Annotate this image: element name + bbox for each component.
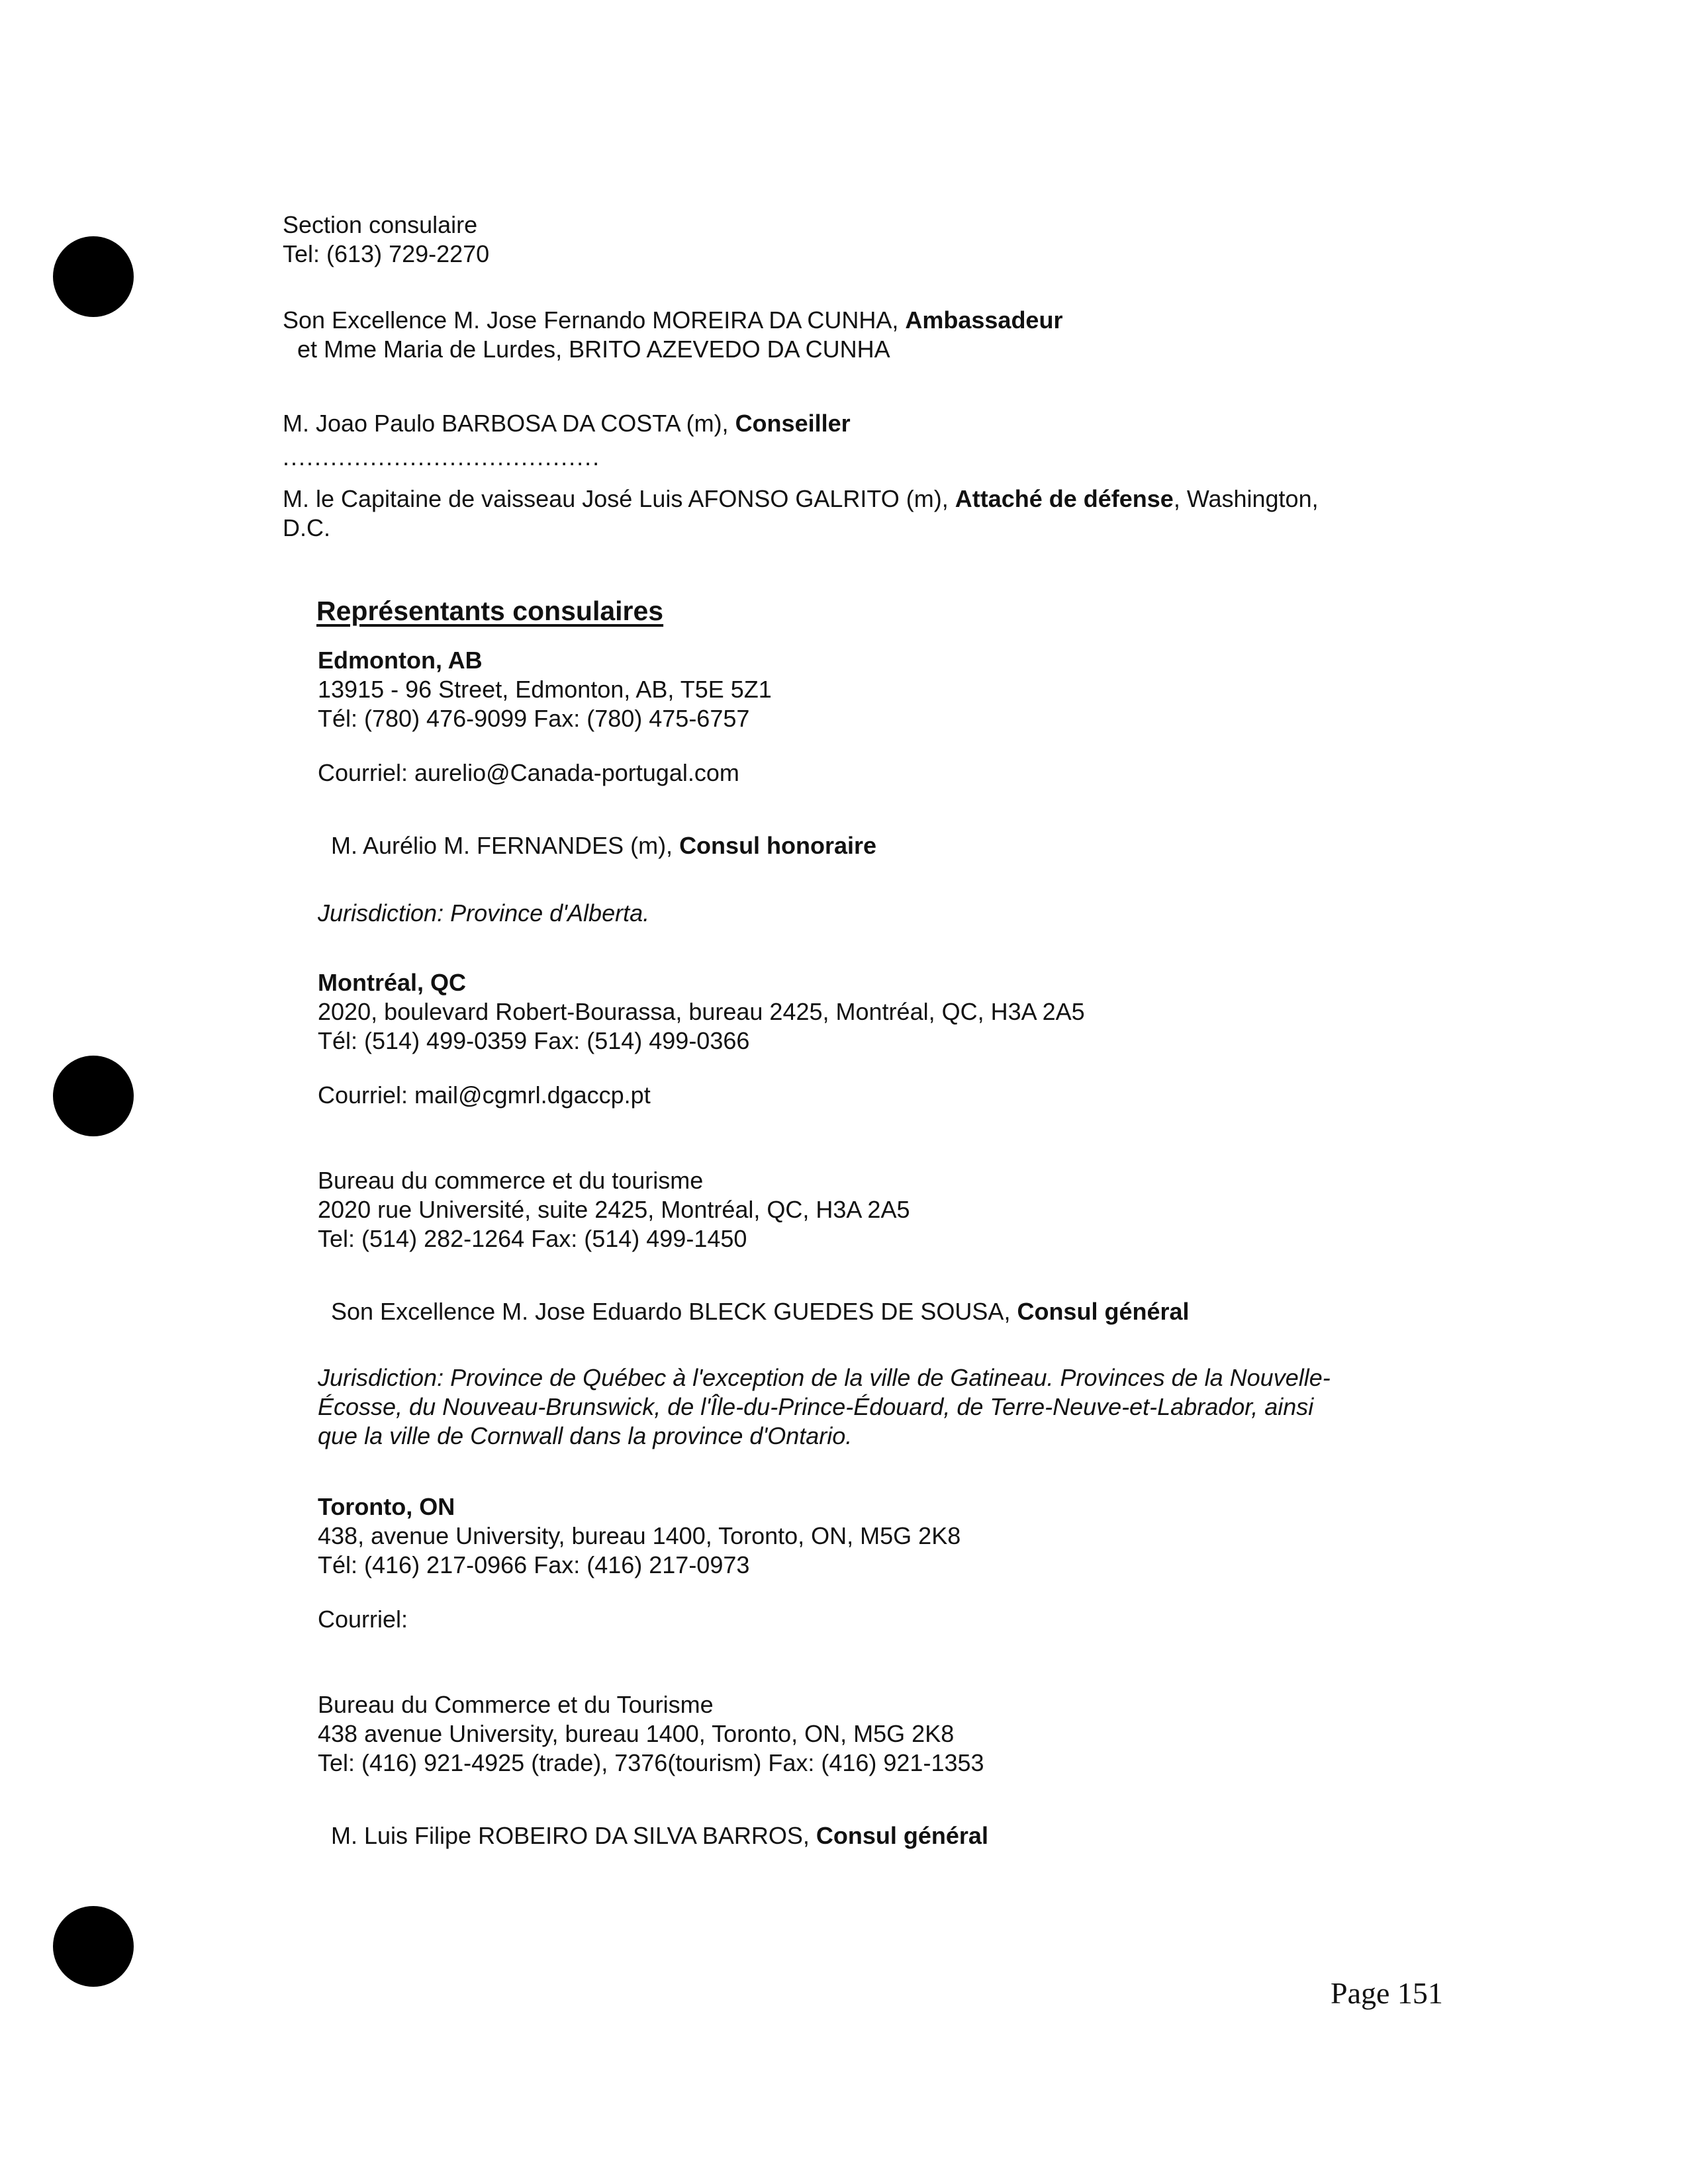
- ambassador-line-1: [283, 306, 1062, 335]
- montreal-bureau-title: Bureau du commerce et du tourisme: [318, 1167, 704, 1194]
- edmonton-person-name: M. Aurélio M. FERNANDES (m),: [331, 832, 680, 859]
- toronto-phone: Tél: (416) 217-0966 Fax: (416) 217-0973: [318, 1551, 750, 1578]
- montreal-entry: [318, 968, 1085, 1056]
- toronto-person: [331, 1821, 988, 1850]
- attache-line-1: [283, 484, 1319, 514]
- section-tel: Tel: (613) 729-2270: [283, 240, 490, 267]
- toronto-person-name: M. Luis Filipe ROBEIRO DA SILVA BARROS,: [331, 1822, 816, 1849]
- montreal-jurisdiction-line-1: Jurisdiction: Province de Québec à l'exception de la ville de Gatineau. Provinces de la Nouvelle-: [318, 1364, 1331, 1391]
- section-title: Section consulaire: [283, 211, 478, 238]
- toronto-city: Toronto, ON: [318, 1493, 455, 1520]
- punch-hole-top: [53, 236, 134, 317]
- conseiller-line: [283, 409, 851, 438]
- montreal-person-name: Son Excellence M. Jose Eduardo BLECK GUEDES DE SOUSA,: [331, 1298, 1017, 1325]
- edmonton-city: Edmonton, AB: [318, 647, 483, 674]
- montreal-email: Courriel: mail@cgmrl.dgaccp.pt: [318, 1081, 651, 1109]
- edmonton-phone: Tél: (780) 476-9099 Fax: (780) 475-6757: [318, 705, 750, 732]
- montreal-jurisdiction-line-2: Écosse, du Nouveau-Brunswick, de l'Île-du-Prince-Édouard, de Terre-Neuve-et-Labrador, ainsi: [318, 1393, 1314, 1420]
- toronto-bureau-address: 438 avenue University, bureau 1400, Toronto, ON, M5G 2K8: [318, 1720, 955, 1747]
- montreal-bureau-phone: Tel: (514) 282-1264 Fax: (514) 499-1450: [318, 1225, 747, 1252]
- montreal-jurisdiction-line-3: que la ville de Cornwall dans la province d'Ontario.: [318, 1422, 853, 1449]
- toronto-entry: [318, 1492, 961, 1580]
- punch-hole-middle: [53, 1056, 134, 1136]
- attache-location: , Washington,: [1173, 485, 1319, 512]
- ambassador-name: Son Excellence M. Jose Fernando MOREIRA DA CUNHA,: [283, 306, 906, 334]
- edmonton-person-role: Consul honoraire: [679, 832, 877, 859]
- montreal-address: 2020, boulevard Robert-Bourassa, bureau 2425, Montréal, QC, H3A 2A5: [318, 998, 1085, 1025]
- edmonton-jurisdiction: Jurisdiction: Province d'Alberta.: [318, 899, 650, 927]
- conseiller-role: Conseiller: [735, 410, 851, 437]
- toronto-bureau-title: Bureau du Commerce et du Tourisme: [318, 1691, 714, 1718]
- edmonton-person: [331, 831, 876, 860]
- montreal-jurisdiction: [318, 1363, 1331, 1451]
- representants-heading: Représentants consulaires: [316, 596, 664, 626]
- section-consulaire: [283, 210, 489, 269]
- ambassador-role: Ambassadeur: [905, 306, 1063, 334]
- punch-hole-bottom: [53, 1906, 134, 1987]
- toronto-bureau: [318, 1690, 984, 1778]
- toronto-email: Courriel:: [318, 1606, 408, 1633]
- attache-role: Attaché de défense: [955, 485, 1174, 512]
- page-number: Page 151: [1331, 1976, 1443, 2010]
- dotted-separator: ........................................: [283, 443, 601, 471]
- attache-entry: [283, 484, 1319, 543]
- montreal-person: [331, 1297, 1190, 1326]
- attache-line-2: D.C.: [283, 514, 330, 541]
- montreal-bureau-address: 2020 rue Université, suite 2425, Montréal, QC, H3A 2A5: [318, 1196, 910, 1223]
- toronto-bureau-phone: Tel: (416) 921-4925 (trade), 7376(tourism) Fax: (416) 921-1353: [318, 1749, 984, 1776]
- toronto-person-role: Consul général: [816, 1822, 988, 1849]
- montreal-person-role: Consul général: [1017, 1298, 1190, 1325]
- ambassador-entry: [283, 306, 1062, 364]
- conseiller-entry: [283, 409, 851, 438]
- montreal-city: Montréal, QC: [318, 969, 467, 996]
- edmonton-address: 13915 - 96 Street, Edmonton, AB, T5E 5Z1: [318, 676, 772, 703]
- edmonton-email: Courriel: aurelio@Canada-portugal.com: [318, 759, 739, 786]
- montreal-phone: Tél: (514) 499-0359 Fax: (514) 499-0366: [318, 1027, 750, 1054]
- conseiller-name: M. Joao Paulo BARBOSA DA COSTA (m),: [283, 410, 735, 437]
- edmonton-entry: [318, 646, 772, 733]
- toronto-address: 438, avenue University, bureau 1400, Toronto, ON, M5G 2K8: [318, 1522, 961, 1549]
- ambassador-spouse: et Mme Maria de Lurdes, BRITO AZEVEDO DA CUNHA: [297, 336, 890, 363]
- attache-name: M. le Capitaine de vaisseau José Luis AFONSO GALRITO (m),: [283, 485, 955, 512]
- montreal-bureau: [318, 1166, 910, 1253]
